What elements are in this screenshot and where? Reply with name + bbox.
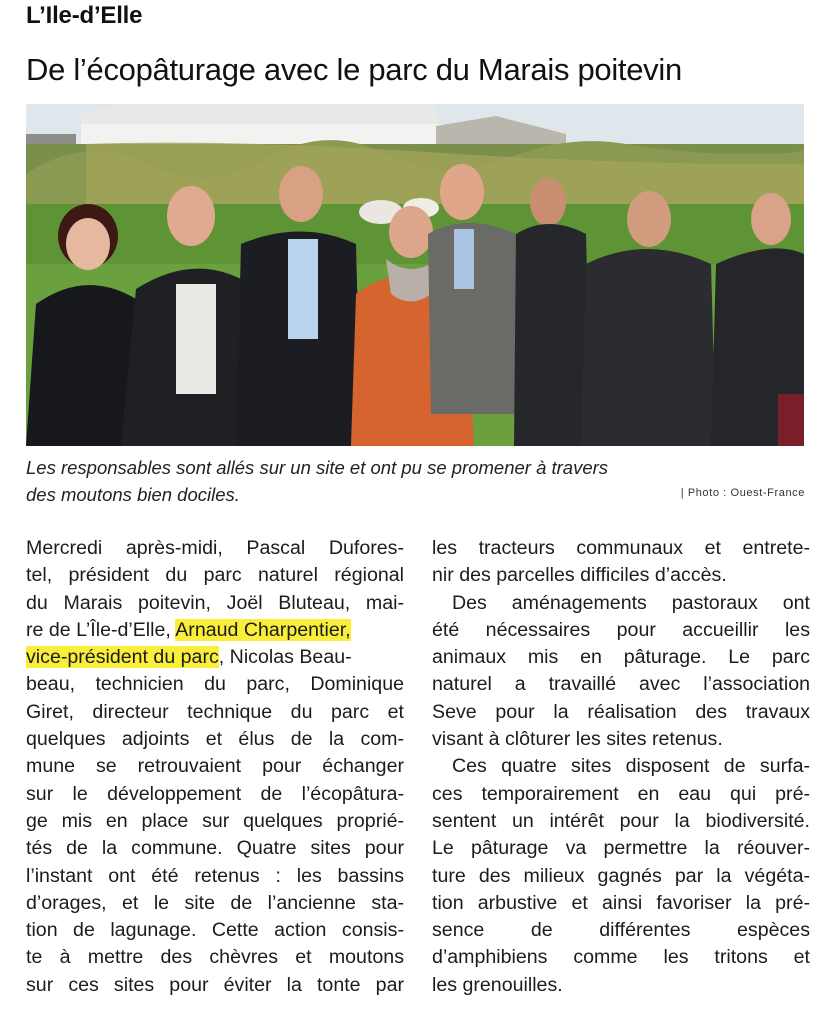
body-line: Seve pour la réalisation des travaux [432,700,810,723]
article-column-right [432,535,810,999]
body-line: l’instant ont été retenus : les bassins [26,864,404,887]
body-line: tion de lagunage. Cette action consis- [26,919,404,942]
group-photo [26,104,804,446]
body-line: sence de différentes espèces [432,919,810,942]
body-text: re de L’Île-d’Elle, [26,618,176,641]
body-line: les tracteurs communaux et entrete- [432,537,810,559]
body-line: tés de la commune. Quatre sites pour [26,837,404,860]
caption-line: des moutons bien dociles. [26,484,240,505]
highlighted-role: vice-président du parc [26,646,219,669]
body-line: Ces quatre sites disposent de surfa- [452,755,810,778]
body-line: sur ces sites pour éviter la tonte par [26,973,404,996]
body-line: Des aménagements pastoraux ont [452,591,810,614]
body-line: ces temporairement en eau qui pré- [432,782,810,805]
body-line: été nécessaires pour accueillir les [432,618,810,641]
body-line: d’orages, et le site de l’ancienne sta- [26,891,404,914]
body-line: Le pâturage va permettre la réouver- [432,837,810,860]
body-line: Mercredi après-midi, Pascal Dufores- [26,537,404,559]
body-line: nir des parcelles difficiles d’accès. [432,564,727,587]
body-line: mune se retrouvaient pour échanger [26,755,404,778]
body-line: te à mettre des chèvres et moutons [26,946,404,969]
article-column-left [26,535,404,999]
body-line: visant à clôturer les sites retenus. [432,728,723,751]
article-kicker: L’Ile-d’Elle [26,2,143,29]
body-line [26,644,404,671]
body-line: animaux mis en pâturage. Le parc [432,646,810,669]
photo-credit: | Photo : Ouest-France [680,487,805,499]
body-line: sentent un intérêt pour la biodiversité. [432,809,810,832]
body-line [26,617,404,644]
body-line: Giret, directeur technique du parc et [26,700,404,723]
body-line: sur le développement de l’écopâtura- [26,782,404,805]
body-line: les grenouilles. [432,973,563,996]
body-line: tion arbustive et ainsi favoriser la pré- [432,891,810,914]
highlighted-name: Arnaud Charpentier, [175,618,351,641]
body-text: , Nicolas Beau- [218,646,352,669]
body-line: tel, président du parc naturel régional [26,564,404,587]
body-line: naturel a travaillé avec l’association [432,673,810,696]
body-line: ture des milieux gagnés par la végéta- [432,864,810,887]
body-line: quelques adjoints et élus de la com- [26,728,404,751]
body-line: beau, technicien du parc, Dominique [26,673,404,696]
photo-caption [26,454,806,508]
article-headline: De l’écopâturage avec le parc du Marais poitevin [26,52,682,87]
caption-line: Les responsables sont allés sur un site et ont pu se promener à travers [26,457,609,478]
body-line: d’amphibiens comme les tritons et [432,946,810,969]
body-line: du Marais poitevin, Joël Bluteau, mai- [26,591,404,614]
body-line: ge mis en place sur quelques proprié- [26,809,404,832]
